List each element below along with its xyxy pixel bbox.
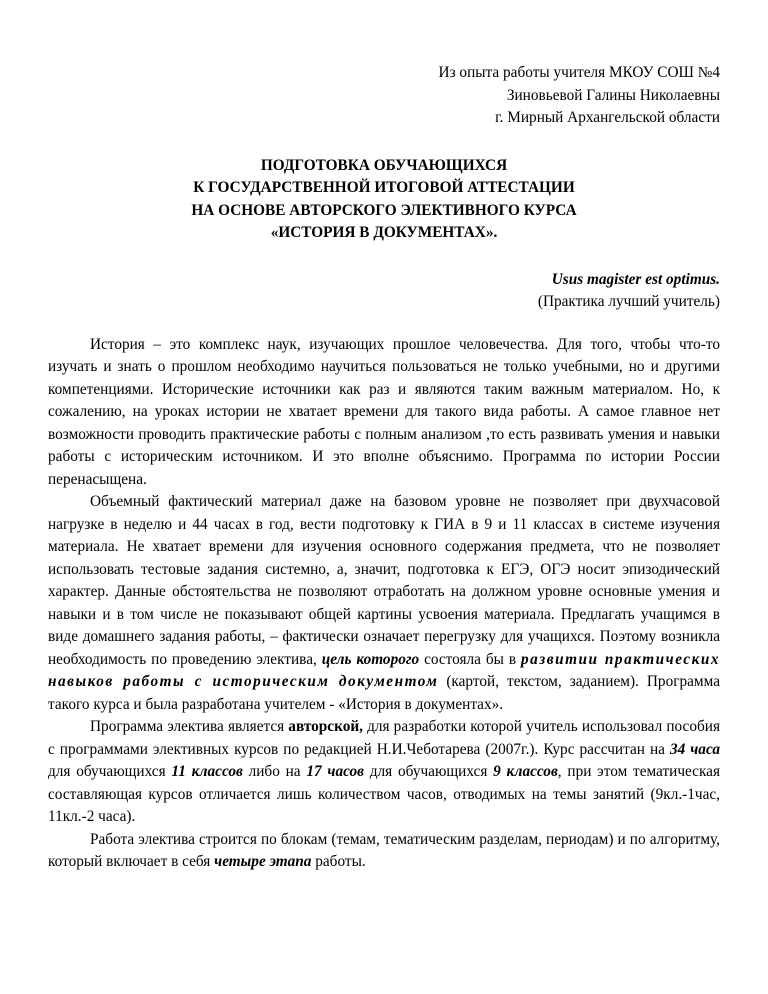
- paragraph-3-emphasis-9-grade: 9 классов: [493, 763, 558, 780]
- paragraph-3-text-3: для обучающихся: [48, 763, 172, 780]
- author-block: [48, 62, 720, 130]
- paragraph-3-emphasis-34-hours: 34 часа: [669, 740, 721, 758]
- paragraph-3-text-5: для обучающихся: [364, 763, 494, 780]
- paragraph-4-text-2: работы.: [311, 853, 366, 870]
- paragraph-3: [48, 716, 720, 829]
- title-line-4: «ИСТОРИЯ В ДОКУМЕНТАХ».: [270, 224, 498, 241]
- paragraph-4-text-1: Работа электива строится по блокам (темам, тематическим разделам, периодам) и по алгоритму, который включает в себя: [48, 830, 720, 870]
- paragraph-3-emphasis-author: авторской,: [288, 718, 363, 735]
- author-line-3: г. Мирный Архангельской области: [495, 109, 720, 126]
- epigraph-translation: (Практика лучший учитель): [537, 293, 720, 310]
- paragraph-3-text-4: либо на: [242, 763, 307, 780]
- document-page: [48, 62, 720, 874]
- paragraph-4-emphasis-four-stages: четыре этапа: [214, 853, 312, 870]
- paragraph-3-text-6: , при этом тематическая составляющая курсов отличается лишь количеством часов, отводимых на темы занятий (9кл.-1час, 11кл.-2 часа).: [48, 763, 720, 825]
- epigraph-latin: Usus magister est optimus.: [551, 270, 720, 288]
- paragraph-3-emphasis-17-hours: 17 часов: [306, 763, 364, 780]
- author-line-2: Зиновьевой Галины Николаевны: [506, 86, 720, 104]
- paragraph-2-emphasis-skills: развитии практических навыков работы с историческим документом: [48, 650, 720, 690]
- epigraph: [48, 269, 720, 314]
- paragraph-4: [48, 829, 720, 874]
- title-line-2: К ГОСУДАРСТВЕННОЙ ИТОГОВОЙ АТТЕСТАЦИИ: [193, 179, 575, 196]
- document-body: [48, 334, 720, 874]
- author-line-1: Из опыта работы учителя МКОУ СОШ №4: [438, 64, 720, 81]
- paragraph-3-text-2: для разработки которой учитель использовал пособия с программами элективных курсов по редакцией Н.И.Чеботарева (2007г.). Курс рассчитан на: [48, 718, 720, 758]
- paragraph-1: История – это комплекс наук, изучающих прошлое человечества. Для того, чтобы что-то изучать и знать о прошлом необходимо научиться пользоваться не только учебными, но и другими компетенциями. Исторические источники как раз и являются таким важным материалом. Но, к сожалению, на уроках истории не хватает времени для такого вида работы. А самое главное нет возможности проводить практические работы с полным анализом ,то есть развивать умения и навыки работы с историческим источником. И это вполне объяснимо. Программа по истории России перенасыщена.: [48, 335, 720, 488]
- title-line-3: НА ОСНОВЕ АВТОРСКОГО ЭЛЕКТИВНОГО КУРСА: [191, 201, 577, 219]
- paragraph-2: [48, 491, 720, 716]
- title-line-1: ПОДГОТОВКА ОБУЧАЮЩИХСЯ: [260, 156, 508, 174]
- paragraph-2-text-3: (картой, текстом, заданием). Программа такого курса и была разработана учителем - «История в документах».: [48, 673, 720, 713]
- paragraph-2-text-2: состояла бы в: [419, 650, 521, 668]
- document-title: [48, 155, 720, 245]
- paragraph-3-text-1: Программа электива является: [90, 718, 289, 735]
- paragraph-2-text-1: Объемный фактический материал даже на базовом уровне не позволяет при двухчасовой нагрузке в неделю и 44 часах в год, вести подготовку к ГИА в 9 и 11 классах в системе изучения материала. Не хватает времени для изучения основного содержания предмета, что не позволяет использовать тестовые задания системно, а, значит, подготовка к ЕГЭ, ОГЭ носит эпизодический характер. Данные обстоятельства не позволяют отработать на должном уровне основные умения и навыки и в том числе не показывают общей картины усвоения материала. Предлагать учащимся в виде домашнего задания работы, – фактически означает перегрузку для учащихся. Поэтому возникла необходимость по проведению электива,: [48, 493, 720, 668]
- paragraph-3-emphasis-11-grade: 11 классов: [171, 763, 243, 780]
- paragraph-2-emphasis-goal: цель которого: [321, 650, 420, 668]
